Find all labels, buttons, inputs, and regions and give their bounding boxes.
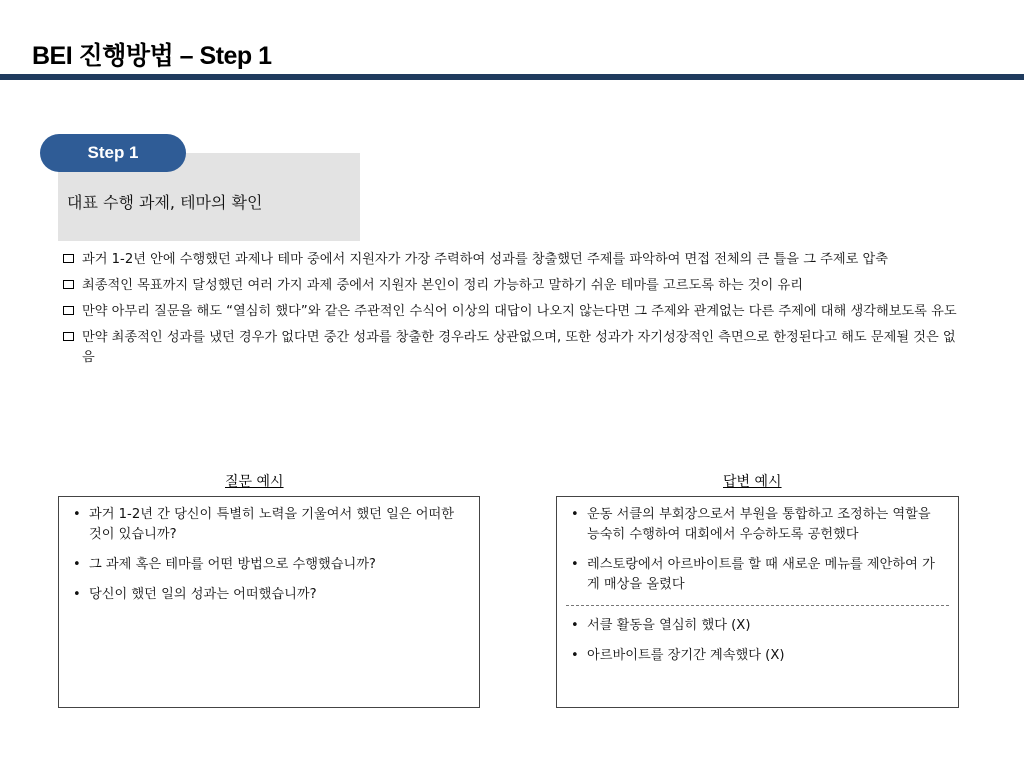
question-examples-box [58, 496, 480, 708]
question-text: 과거 1-2년 간 당신이 특별히 노력을 기울여서 했던 일은 어떠한 것이 있습니까? [89, 507, 455, 542]
step-heading: 대표 수행 과제, 테마의 확인 [67, 193, 263, 212]
title-divider [0, 74, 1024, 80]
question-item [71, 585, 467, 605]
bullet-dot-icon: • [571, 557, 579, 572]
guideline-text: 만약 아무리 질문을 해도 “열심히 했다”와 같은 주관적인 수식어 이상의 대답이 나오지 않는다면 그 주제와 관계없는 다른 주제에 대해 생각해보도록 유도 [82, 304, 957, 319]
page-title: BEI 진행방법 – Step 1 [32, 42, 272, 70]
bad-answer-item [569, 616, 946, 636]
bullet-dot-icon: • [73, 507, 81, 522]
answers-label: 답변 예시 [723, 474, 782, 490]
checkbox-bullet-icon [63, 254, 74, 263]
questions-label: 질문 예시 [225, 474, 284, 490]
good-answer-item [569, 505, 946, 545]
question-item [71, 505, 467, 545]
answer-examples-box [556, 496, 959, 708]
question-text: 당신이 했던 일의 성과는 어떠했습니까? [89, 587, 317, 602]
guideline-text: 과거 1-2년 안에 수행했던 과제나 테마 중에서 지원자가 가장 주력하여 성과를 창출했던 주제를 파악하여 면접 전체의 큰 틀을 그 주제로 압축 [82, 252, 889, 267]
checkbox-bullet-icon [63, 280, 74, 289]
guideline-item [62, 276, 966, 296]
bad-answer-item [569, 646, 946, 666]
bullet-dot-icon: • [73, 557, 81, 572]
guideline-list [62, 250, 966, 374]
question-text: 그 과제 혹은 테마를 어떤 방법으로 수행했습니까? [89, 557, 376, 572]
checkbox-bullet-icon [63, 306, 74, 315]
guideline-item [62, 302, 966, 322]
checkbox-bullet-icon [63, 332, 74, 341]
answer-text: 서클 활동을 열심히 했다 (X) [587, 618, 751, 633]
question-item [71, 555, 467, 575]
bullet-dot-icon: • [73, 587, 81, 602]
guideline-text: 만약 최종적인 성과를 냈던 경우가 없다면 중간 성과를 창출한 경우라도 상관없으며, 또한 성과가 자기성장적인 측면으로 한정된다고 해도 문제될 것은 없음 [82, 330, 956, 365]
answer-text: 운동 서클의 부회장으로서 부원을 통합하고 조정하는 역할을 능숙히 수행하여 대회에서 우승하도록 공헌했다 [587, 507, 931, 542]
bullet-dot-icon: • [571, 618, 579, 633]
guideline-item [62, 250, 966, 270]
answer-text: 아르바이트를 장기간 계속했다 (X) [587, 648, 785, 663]
answer-text: 레스토랑에서 아르바이트를 할 때 새로운 메뉴를 제안하여 가게 매상을 올렸다 [587, 557, 935, 592]
bullet-dot-icon: • [571, 507, 579, 522]
good-answer-item [569, 555, 946, 595]
guideline-item [62, 328, 966, 368]
guideline-text: 최종적인 목표까지 달성했던 여러 가지 과제 중에서 지원자 본인이 정리 가능하고 말하기 쉬운 테마를 고르도록 하는 것이 유리 [82, 278, 803, 293]
step-badge: Step 1 [40, 134, 186, 172]
bullet-dot-icon: • [571, 648, 579, 663]
answer-divider [566, 605, 949, 606]
